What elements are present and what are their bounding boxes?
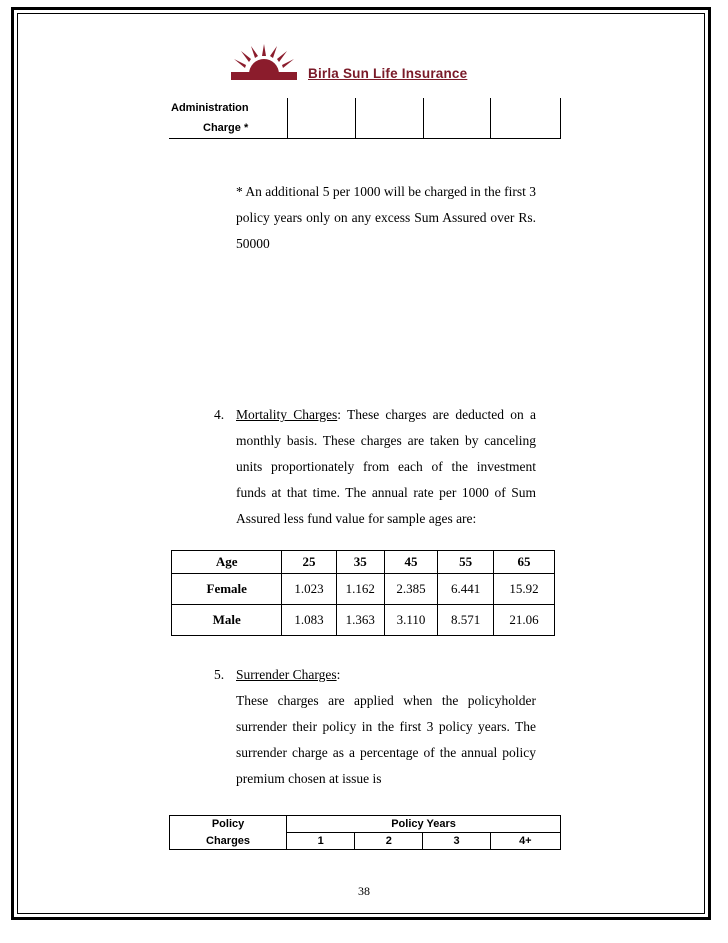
mortality-table	[171, 550, 555, 636]
surrender-charges-table	[169, 815, 561, 850]
table-cell: 3.110	[384, 605, 437, 636]
table-header-cell: 55	[438, 551, 494, 574]
admin-cell	[491, 98, 561, 139]
admin-charge-label: Administration Charge *	[169, 98, 288, 139]
table-header-cell: Policy Years	[287, 816, 561, 833]
table-header-cell: 25	[282, 551, 336, 574]
table-cell: 1.363	[336, 605, 384, 636]
table-cell: Female	[172, 574, 282, 605]
table-cell: Male	[172, 605, 282, 636]
table-cell: 1.162	[336, 574, 384, 605]
mortality-paragraph	[236, 402, 536, 532]
table-row	[172, 605, 555, 636]
table-header-cell: Charges	[170, 833, 287, 850]
mortality-title: Mortality Charges	[236, 407, 338, 422]
page-number: 38	[358, 884, 370, 898]
table-cell: 8.571	[438, 605, 494, 636]
table-header-cell: Policy	[170, 816, 287, 833]
surrender-paragraph: These charges are applied when the policyholder surrender their policy in the first 3 policy years. The surrender charge as a percentage of the annual policy premium chosen at issue is	[236, 693, 536, 786]
table-header-cell: Age	[172, 551, 282, 574]
table-row	[172, 551, 555, 574]
table-cell: 1.023	[282, 574, 336, 605]
table-row	[172, 574, 555, 605]
table-cell: 6.441	[438, 574, 494, 605]
surrender-suffix: :	[336, 667, 341, 682]
table-row	[170, 833, 561, 850]
item-number: 5.	[214, 667, 225, 682]
admin-cell	[424, 98, 491, 139]
rising-sun-logo-icon	[229, 42, 299, 82]
table-header-cell: 65	[494, 551, 555, 574]
table-header-cell: 35	[336, 551, 384, 574]
table-cell: 21.06	[494, 605, 555, 636]
brand-name: Birla Sun Life Insurance	[308, 66, 468, 81]
table-cell: 15.92	[494, 574, 555, 605]
table-header-cell: 4+	[490, 833, 560, 850]
mortality-text: : These charges are deducted on a monthly basis. These charges are taken by canceling units proportionately from each of the investment funds at that time. The annual rate per 1000 of Sum Assured less fund value for sample ages are:	[236, 407, 536, 526]
table-header-cell: 45	[384, 551, 437, 574]
surrender-title: Surrender Charges	[236, 667, 337, 682]
table-header-cell: 1	[287, 833, 355, 850]
admin-cell	[288, 98, 356, 139]
table-cell: 2.385	[384, 574, 437, 605]
table-cell: 1.083	[282, 605, 336, 636]
table-header-cell: 3	[423, 833, 490, 850]
table-row	[170, 816, 561, 833]
table-header-cell: 2	[355, 833, 423, 850]
surrender-heading	[236, 662, 536, 688]
admin-cell	[356, 98, 424, 139]
item-number: 4.	[214, 407, 225, 422]
administration-charge-table	[169, 98, 561, 139]
footnote: * An additional 5 per 1000 will be charged in the first 3 policy years only on any excess Sum Assured over Rs. 50000	[236, 184, 536, 251]
